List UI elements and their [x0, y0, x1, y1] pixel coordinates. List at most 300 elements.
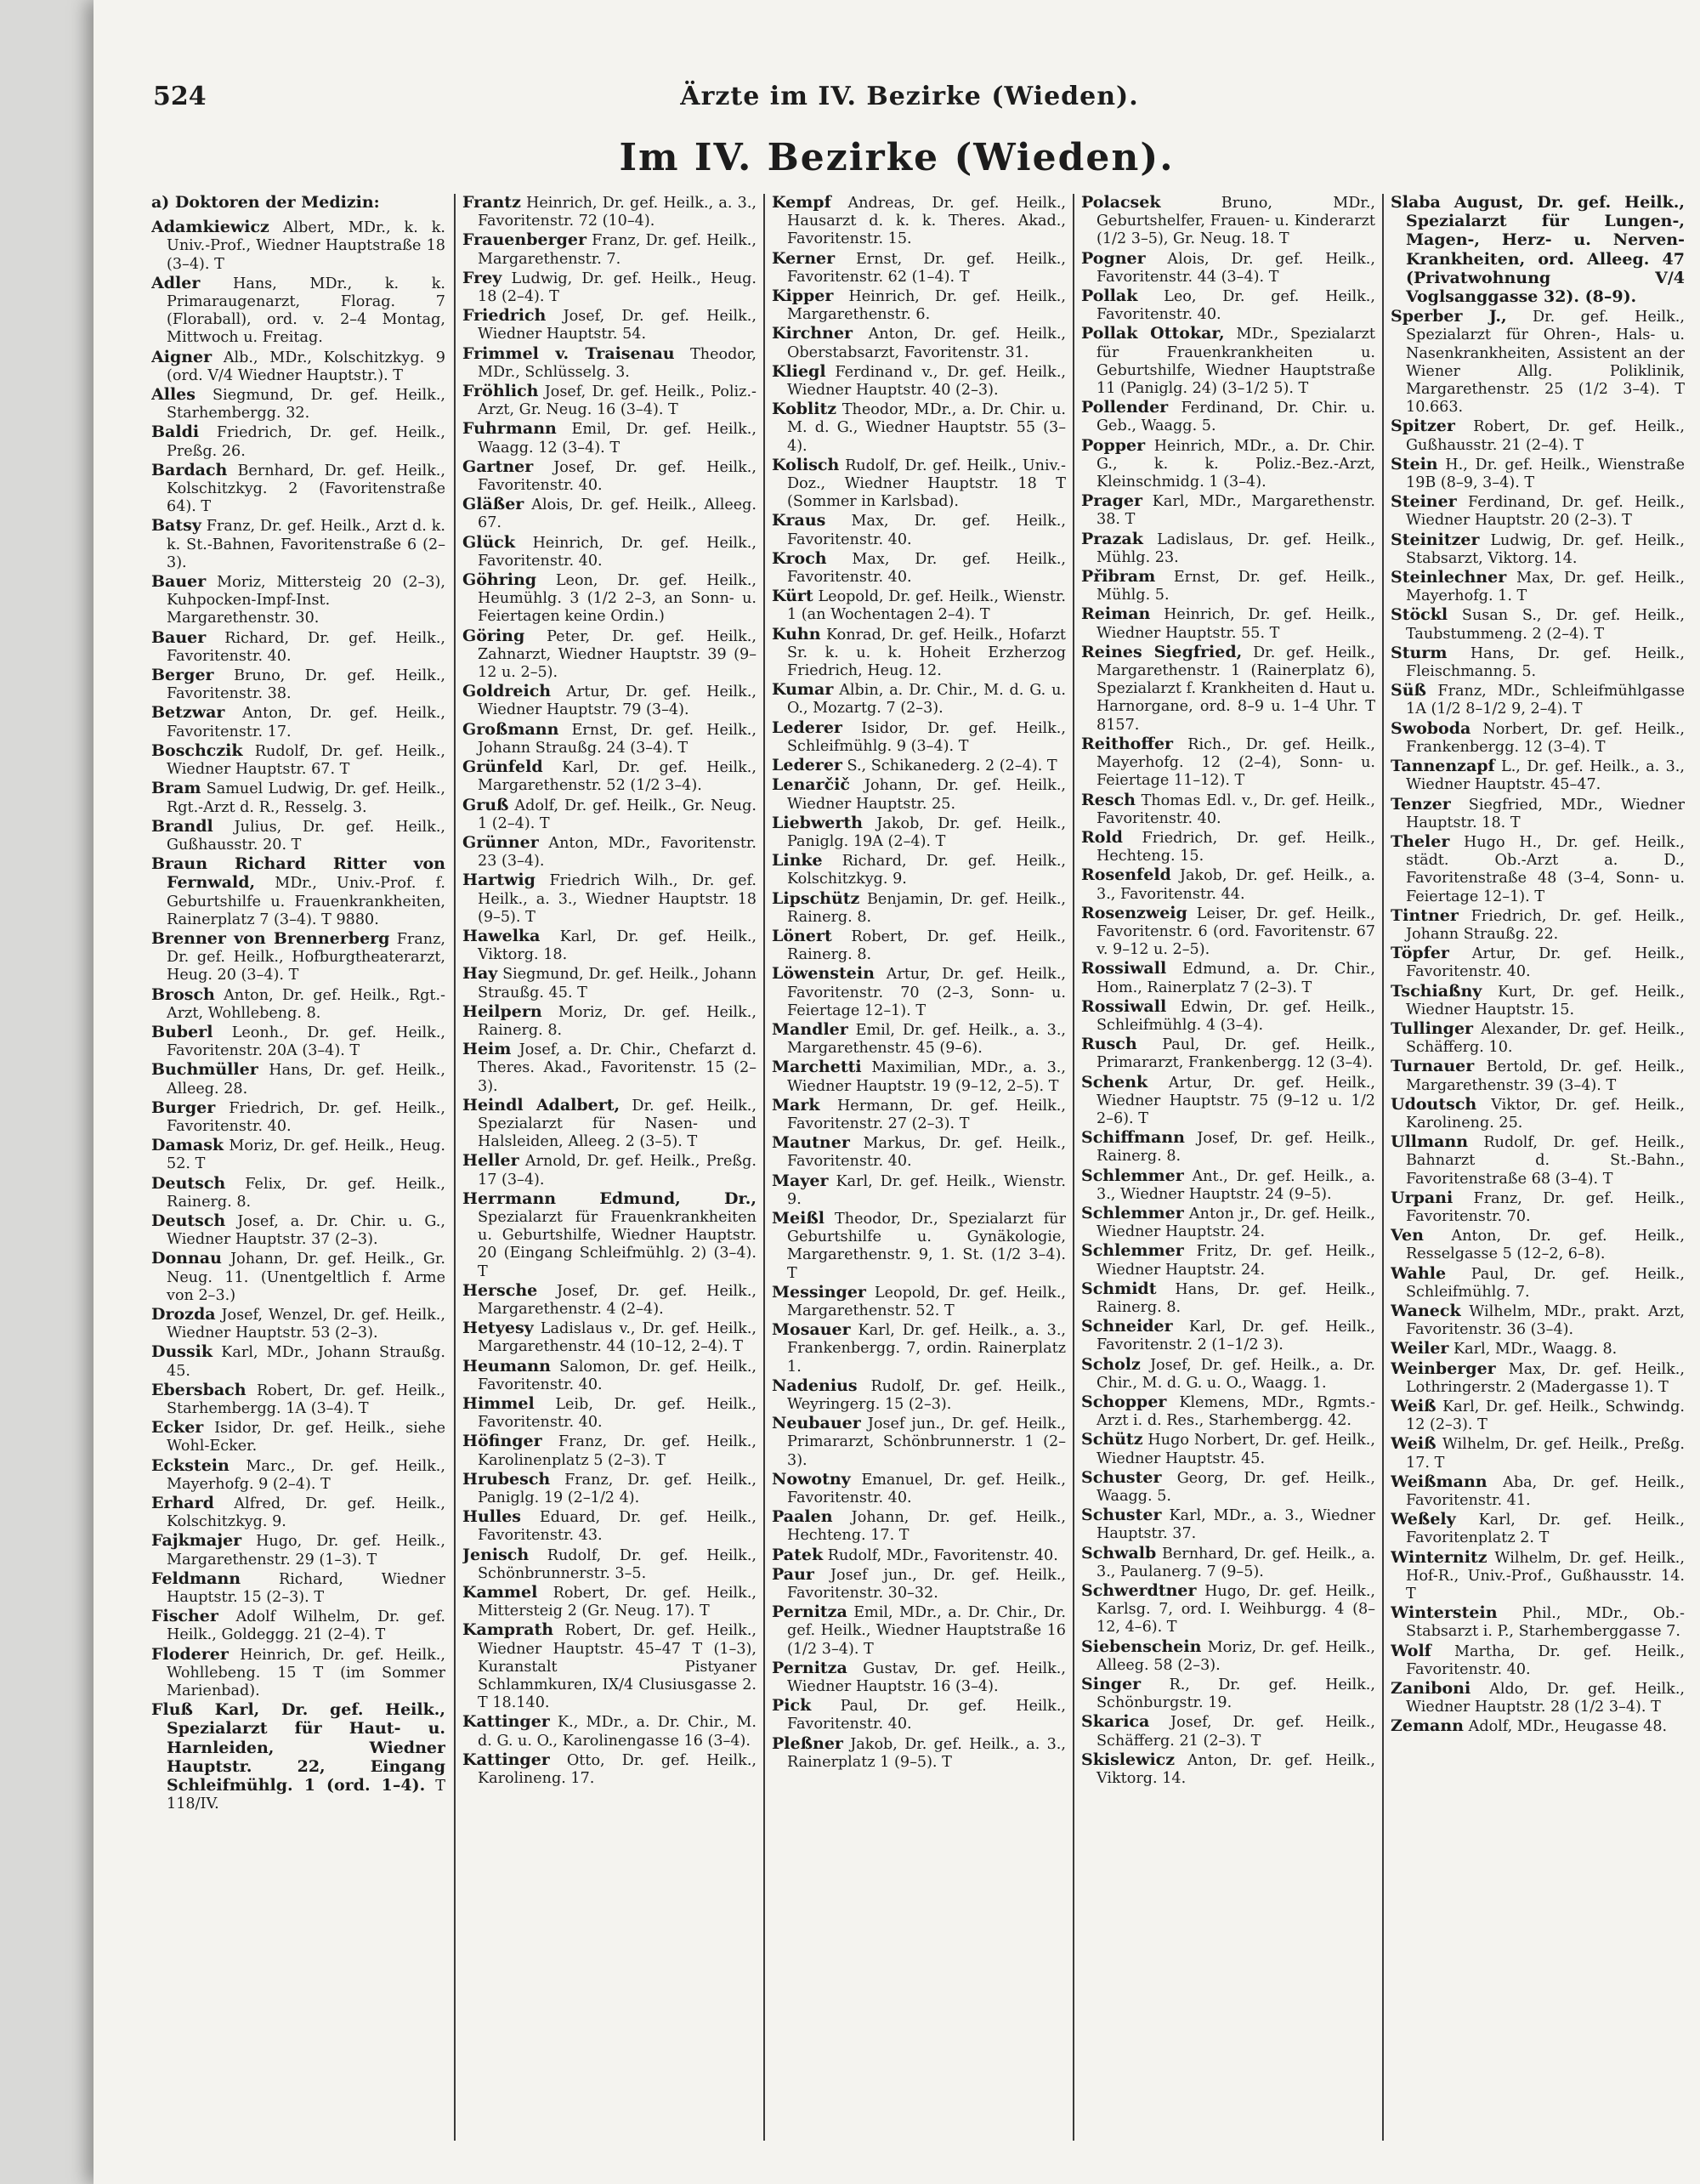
- entry-name: Stöckl: [1391, 605, 1448, 625]
- entry-name: Pollak: [1081, 286, 1138, 306]
- directory-entry: [462, 627, 756, 683]
- directory-entry: [151, 1532, 445, 1569]
- entry-name: Buchmüller: [151, 1060, 258, 1080]
- entry-details: Leiser, Dr. gef. Heilk., Favoritenstr. 6 (ord. Favoritenstr. 67 v. 9–12 u. 2–5).: [1096, 905, 1375, 959]
- entry-details: Albin, a. Dr. Chir., M. d. G. u. O., Mozartg. 7 (2–3).: [787, 682, 1066, 718]
- entry-details: Max, Dr. gef. Heilk., Lothringerstr. 2 (Madergasse 1). T: [1406, 1360, 1685, 1396]
- entry-name: Kroch: [772, 548, 827, 568]
- entry-details: Rudolf, Dr. gef. Heilk., Weyringerg. 15 (2–3).: [787, 1377, 1066, 1413]
- directory-entry: [462, 1546, 756, 1583]
- entry-name: Alles: [151, 385, 196, 405]
- entry-details: Moriz, Mittersteig 20 (2–3), Kuhpocken-Impf-Inst. Margarethenstr. 30.: [167, 574, 445, 627]
- directory-entry: [1391, 194, 1685, 307]
- entry-name: Frey: [462, 268, 502, 287]
- directory-entry: [1391, 644, 1685, 681]
- entry-name: Brenner von Brennerberg: [151, 928, 390, 948]
- entry-details: Isidor, Dr. gef. Heilk., Schleifmühlg. 9 (3–4). T: [787, 719, 1066, 755]
- entry-name: Weißmann: [1391, 1472, 1488, 1491]
- directory-entry: [151, 1175, 445, 1211]
- entry-name: Zaniboni: [1391, 1679, 1471, 1699]
- directory-entry: [151, 629, 445, 666]
- entry-details: Rudolf, Dr. gef. Heilk., Schönbrunnerstr. 3–5.: [478, 1546, 756, 1582]
- directory-entry: [772, 1508, 1066, 1545]
- entry-details: Anton, Dr. gef. Heilk., Resselgasse 5 (12–2, 6–8).: [1406, 1228, 1685, 1263]
- directory-entry: [462, 834, 756, 871]
- directory-entry: [772, 890, 1066, 927]
- entry-details: Richard, Dr. gef. Heilk., Kolschitzkyg. 9.: [787, 853, 1066, 888]
- entry-details: Heinrich, MDr., a. Dr. Chir. G., k. k. Poliz.-Bez.-Arzt, Kleinschmidg. 1 (3–4).: [1096, 437, 1375, 491]
- entry-name: Ven: [1391, 1226, 1424, 1245]
- entry-name: Schlemmer: [1081, 1241, 1184, 1261]
- column-divider: [454, 194, 456, 2141]
- entry-details: Paul, Dr. gef. Heilk., Primararzt, Frankenbergg. 12 (3–4).: [1096, 1036, 1375, 1072]
- entry-details: Josef jun., Dr. gef. Heilk., Favoritenstr. 30–32.: [787, 1566, 1066, 1603]
- entry-name: Weiß: [1391, 1397, 1436, 1415]
- directory-entry: [1081, 1638, 1375, 1675]
- directory-entry: [1391, 1680, 1685, 1716]
- entry-name: Paur: [772, 1564, 814, 1584]
- directory-entry: [1391, 1398, 1685, 1434]
- directory-entry: [462, 1751, 756, 1788]
- entry-details: Rudolf, Dr. gef. Heilk., Wiedner Hauptstr. 67. T: [167, 742, 445, 779]
- directory-entry: [1081, 605, 1375, 642]
- directory-entry: [1081, 998, 1375, 1035]
- directory-entry: [462, 307, 756, 343]
- entry-details: Hugo, Dr. gef. Heilk., Margarethenstr. 29 (1–3). T: [167, 1533, 445, 1569]
- entry-details: Franz, Dr. gef. Heilk., Paniglg. 19 (2–1/2 4).: [478, 1471, 756, 1507]
- entry-details: Paul, Dr. gef. Heilk., Favoritenstr. 40.: [787, 1698, 1066, 1733]
- entry-details: Felix, Dr. gef. Heilk., Rainerg. 8.: [167, 1175, 445, 1211]
- entry-details: Josef, Dr. gef. Heilk., Poliz.-Arzt, Gr. Neug. 16 (3–4). T: [478, 383, 756, 419]
- directory-entry: [151, 667, 445, 703]
- entry-name: Heller: [462, 1151, 519, 1171]
- entry-name: Lenarčič: [772, 775, 850, 795]
- entry-name: Batsy: [151, 516, 201, 536]
- directory-entry: [151, 386, 445, 423]
- directory-entry: [1081, 194, 1375, 249]
- entry-name: Gläßer: [462, 495, 524, 514]
- entry-name: Bram: [151, 779, 201, 798]
- directory-entry: [1081, 1318, 1375, 1354]
- entry-details: Karl, Dr. gef. Heilk., Margarethenstr. 52 (1/2 3–4).: [478, 759, 756, 795]
- directory-entry: [1391, 1227, 1685, 1263]
- entry-name: Heim: [462, 1040, 512, 1059]
- directory-entry: [772, 287, 1066, 324]
- entry-name: Kammel: [462, 1583, 538, 1603]
- entry-name: Töpfer: [1391, 944, 1449, 963]
- entry-name: Buberl: [151, 1022, 213, 1041]
- entry-details: Artur, Dr. gef. Heilk., Favoritenstr. 40.: [1406, 945, 1685, 981]
- directory-entry: [151, 1495, 445, 1531]
- entry-name: Schuster: [1081, 1467, 1162, 1487]
- entry-name: Swoboda: [1391, 718, 1471, 738]
- entry-details: R., Dr. gef. Heilk., Schönburgstr. 19.: [1096, 1676, 1375, 1712]
- directory-entry: [1081, 1242, 1375, 1279]
- entry-name: Weßely: [1391, 1510, 1456, 1529]
- directory-entry: [1081, 1469, 1375, 1506]
- entry-name: Turnauer: [1391, 1057, 1475, 1076]
- entry-details: Bruno, MDr., Geburtshelfer, Frauen- u. Kinderarzt (1/2 3–5), Gr. Neug. 18. T: [1096, 195, 1375, 248]
- entry-details: Josef, Dr. gef. Heilk., Margarethenstr. 4 (2–4).: [478, 1282, 756, 1318]
- entry-details: Siegmund, Dr. gef. Heilk., Johann Straußg. 45. T: [478, 966, 756, 1001]
- entry-name: Grünfeld: [462, 757, 543, 777]
- entry-details: Anton, Dr. gef. Heilk., Rgt.-Arzt, Wohllebeng. 8.: [167, 986, 445, 1022]
- entry-details: Karl, Dr. gef. Heilk., Schwindg. 12 (2–3). T: [1406, 1398, 1685, 1434]
- entry-details: Leon, Dr. gef. Heilk., Heumühlg. 3 (1/2 2–3, an Sonn- u. Feiertagen keine Ordin.): [478, 572, 756, 626]
- directory-entry: [462, 345, 756, 382]
- entry-name: Skarica: [1081, 1712, 1150, 1732]
- directory-entry: [462, 1508, 756, 1545]
- directory-entry: [772, 927, 1066, 964]
- entry-details: Rich., Dr. gef. Heilk., Mayerhofg. 12 (2–4), Sonn- u. Feiertage 11–12). T: [1096, 735, 1375, 790]
- entry-details: Jakob, Dr. gef. Heilk., Paniglg. 19A (2–4). T: [787, 814, 1066, 850]
- entry-details: Robert, Dr. gef. Heilk., Wiedner Hauptstr. 45–47 T (1–3), Kuranstalt Pistyaner Schlammkuren, IX/4 Clusiusgasse 2. T 18.140.: [478, 1622, 756, 1712]
- directory-entry: [151, 1381, 445, 1418]
- entry-name: Polacsek: [1081, 194, 1161, 212]
- directory-entry: [1081, 791, 1375, 828]
- column-4: [1081, 194, 1375, 2141]
- entry-details: Friedrich Wilh., Dr. gef. Heilk., a. 3., Wiedner Hauptstr. 18 (9–5). T: [478, 872, 756, 926]
- directory-entry: [462, 534, 756, 570]
- directory-entry: [462, 758, 756, 795]
- entry-name: Kraus: [772, 511, 826, 530]
- entry-details: Aldo, Dr. gef. Heilk., Wiedner Hauptstr. 28 (1/2 3–4). T: [1406, 1681, 1685, 1716]
- directory-entry: [1391, 720, 1685, 757]
- directory-entry: [151, 742, 445, 779]
- directory-entry: [151, 1608, 445, 1644]
- directory-entry: [1081, 1129, 1375, 1166]
- entry-details: Salomon, Dr. gef. Heilk., Favoritenstr. 40.: [478, 1358, 756, 1393]
- directory-entry: [462, 1003, 756, 1040]
- entry-details: Kurt, Dr. gef. Heilk., Wiedner Hauptstr. 15.: [1406, 983, 1685, 1018]
- entry-name: Schmidt: [1081, 1279, 1157, 1298]
- entry-name: Heilpern: [462, 1001, 542, 1021]
- entry-details: Heinrich, Dr. gef. Heilk., Wiedner Hauptstr. 55. T: [1096, 606, 1375, 642]
- entry-name: Prazak: [1081, 529, 1143, 548]
- entry-details: Martha, Dr. gef. Heilk., Favoritenstr. 40.: [1406, 1642, 1685, 1678]
- entry-name: Jenisch: [462, 1545, 530, 1564]
- entry-name: Marchetti: [772, 1058, 862, 1077]
- entry-name: Tannenzapf: [1391, 757, 1495, 776]
- entry-name: Nowotny: [772, 1469, 851, 1489]
- entry-details: Benjamin, Dr. gef. Heilk., Rainerg. 8.: [787, 890, 1066, 926]
- directory-entry: [462, 927, 756, 964]
- directory-entry: [1081, 1393, 1375, 1430]
- entry-name: Herrmann Edmund, Dr.,: [462, 1188, 756, 1208]
- entry-name: Burger: [151, 1098, 216, 1117]
- entry-name: Stein: [1391, 454, 1438, 474]
- entry-name: Pleßner: [772, 1733, 843, 1753]
- directory-entry: [1391, 1020, 1685, 1057]
- entry-name: Rossiwall: [1081, 996, 1167, 1016]
- directory-entry: [151, 818, 445, 854]
- directory-entry: [772, 1172, 1066, 1209]
- entry-name: Kempf: [772, 194, 831, 212]
- entry-details: Friedrich, Dr. gef. Heilk., Favoritenstr. 40.: [167, 1099, 445, 1135]
- entry-details: Wilhelm, Dr. gef. Heilk., Hof-R., Univ.-Prof., Gußhausstr. 14. T: [1406, 1549, 1685, 1603]
- entry-details: Friedrich, Dr. gef. Heilk., Hechteng. 15.: [1096, 829, 1375, 865]
- entry-details: Samuel Ludwig, Dr. gef. Heilk., Rgt.-Arzt d. R., Resselg. 3.: [167, 780, 445, 816]
- entry-details: Dr. gef. Heilk., Margarethenstr. 1 (Rainerplatz 6), Spezialarzt f. Krankheiten d. Haut u. Harnorgane, ord. 8–9 u. 1–4 Uhr. T 8157.: [1096, 644, 1375, 734]
- entry-details: Ferdinand, Dr. Chir. u. Geb., Waagg. 5.: [1096, 400, 1375, 435]
- entry-name: Dussik: [151, 1342, 213, 1362]
- entry-details: Ernst, Dr. gef. Heilk., Mühlg. 5.: [1096, 569, 1375, 604]
- section-title: a) Doktoren der Medizin:: [151, 194, 380, 212]
- entry-name: Fluß Karl, Dr. gef. Heilk., Spezialarzt für Haut- u. Harnleiden, Wiedner Hauptstr. 22, Eingang Schleifmühlg. 1 (ord. 1–4).: [151, 1700, 445, 1795]
- entry-details: Susan S., Dr. gef. Heilk., Taubstummeng. 2 (2–4). T: [1406, 607, 1685, 643]
- entry-details: H., Dr. gef. Heilk., Wienstraße 19B (8–9, 3–4). T: [1406, 456, 1685, 492]
- directory-entry: [1081, 1676, 1375, 1712]
- entry-details: Heinrich, Dr. gef. Heilk., Wohllebeng. 15 T (im Sommer Marienbad).: [167, 1646, 445, 1700]
- entry-name: Hartwig: [462, 871, 536, 890]
- entry-details: Edmund, a. Dr. Chir., Hom., Rainerplatz 7 (2–3). T: [1096, 961, 1375, 996]
- entry-name: Steinlechner: [1391, 568, 1507, 587]
- entry-details: Josef, Wenzel, Dr. gef. Heilk., Wiedner Hauptstr. 53 (2–3).: [167, 1306, 445, 1342]
- entry-details: Alois, Dr. gef. Heilk., Alleeg. 67.: [478, 496, 756, 532]
- page-number: 524: [153, 82, 207, 111]
- entry-details: L., Dr. gef. Heilk., a. 3., Wiedner Hauptstr. 45–47.: [1406, 758, 1685, 794]
- entry-name: Pollender: [1081, 398, 1169, 417]
- entry-name: Siebenschein: [1081, 1637, 1202, 1656]
- directory-entry: [772, 1377, 1066, 1414]
- directory-entry: [462, 496, 756, 532]
- entry-name: Slaba August, Dr. gef. Heilk., Spezialarzt für Lungen-, Magen-, Herz- u. Nerven-Krankheiten, ord. Alleeg. 47 (Privatwohnung V/4 Voglsanggasse 32). (8–9).: [1391, 194, 1685, 307]
- entry-details: Norbert, Dr. gef. Heilk., Frankenbergg. 12 (3–4). T: [1406, 720, 1685, 756]
- entry-name: Pick: [772, 1696, 812, 1716]
- directory-entry: [462, 420, 756, 457]
- directory-entry: [1391, 1473, 1685, 1510]
- entry-details: Karl, Dr. gef. Heilk., Favoritenplatz 2. T: [1406, 1512, 1685, 1547]
- entry-name: Spitzer: [1391, 417, 1455, 436]
- entry-details: Johann, Dr. gef. Heilk., Wiedner Hauptstr. 25.: [787, 777, 1066, 813]
- entry-name: Ullmann: [1391, 1132, 1469, 1152]
- entry-name: Floderer: [151, 1644, 229, 1664]
- entry-details: Leib, Dr. gef. Heilk., Favoritenstr. 40.: [478, 1396, 756, 1432]
- directory-entry: [772, 1603, 1066, 1659]
- directory-entry: [772, 550, 1066, 587]
- directory-entry: [151, 1646, 445, 1701]
- entry-details: Johann, Dr. gef. Heilk., Gr. Neug. 11. (Unentgeltlich f. Arme von 2–3.): [167, 1251, 445, 1304]
- directory-entry: [462, 965, 756, 1001]
- entry-details: Siegmund, Dr. gef. Heilk., Starhembergg. 32.: [167, 387, 445, 423]
- directory-entry: [1081, 437, 1375, 492]
- directory-entry: [772, 1735, 1066, 1772]
- directory-entry: [1081, 829, 1375, 865]
- entry-name: Resch: [1081, 790, 1136, 809]
- directory-entry: [1391, 493, 1685, 530]
- entry-name: Rold: [1081, 827, 1123, 847]
- entry-details: Adolf, MDr., Heugasse 48.: [1468, 1718, 1668, 1736]
- entry-name: Kliegl: [772, 361, 826, 381]
- entry-name: Feldmann: [151, 1569, 241, 1588]
- entry-details: Karl, Dr. gef. Heilk., Viktorg. 18.: [478, 927, 756, 964]
- directory-entry: [1391, 1717, 1685, 1736]
- entry-details: Johann, Dr. gef. Heilk., Hechteng. 17. T: [787, 1509, 1066, 1545]
- entry-name: Löwenstein: [772, 964, 875, 984]
- entry-details: Isidor, Dr. gef. Heilk., siehe Wohl-Ecker.: [167, 1420, 445, 1455]
- directory-entry: [1081, 1280, 1375, 1317]
- entry-name: Reines Siegfried,: [1081, 642, 1243, 661]
- entry-details: Adolf, Dr. gef. Heilk., Gr. Neug. 1 (2–4). T: [478, 797, 756, 832]
- directory-entry: [462, 1041, 756, 1096]
- entry-details: Rudolf, Dr. gef. Heilk., Bahnarzt d. St.-Bahn., Favoritenstraße 68 (3–4). T: [1406, 1134, 1685, 1188]
- entry-name: Schlemmer: [1081, 1203, 1184, 1222]
- entry-name: Nadenius: [772, 1376, 858, 1395]
- entry-details: Ladislaus, Dr. gef. Heilk., Mühlg. 23.: [1096, 530, 1375, 566]
- directory-entry: [1391, 569, 1685, 605]
- directory-entry: [1081, 287, 1375, 324]
- directory-entry: [772, 1058, 1066, 1095]
- entry-name: Gruß: [462, 795, 509, 814]
- directory-entry: [462, 458, 756, 495]
- entry-details: Heinrich, Dr. gef. Heilk., Favoritenstr. 40.: [478, 534, 756, 570]
- directory-entry: [1391, 833, 1685, 906]
- entry-name: Prager: [1081, 491, 1142, 511]
- directory-entry: [1391, 682, 1685, 718]
- directory-entry: [772, 1284, 1066, 1320]
- entry-name: Betzwar: [151, 703, 225, 723]
- directory-entry: [1081, 1356, 1375, 1393]
- directory-entry: [1391, 531, 1685, 568]
- entry-name: Urpani: [1391, 1188, 1454, 1207]
- entry-name: Koblitz: [772, 400, 837, 419]
- entry-name: Boschczik: [151, 740, 243, 760]
- column-3: [772, 194, 1066, 2141]
- entry-details: Jakob, Dr. gef. Heilk., a. 3., Rainerplatz 1 (9–5). T: [787, 1735, 1066, 1771]
- entry-details: Alexander, Dr. gef. Heilk., Schäfferg. 10.: [1406, 1020, 1685, 1057]
- entry-details: Artur, Dr. gef. Heilk., Favoritenstr. 70 (2–3, Sonn- u. Feiertage 12–1). T: [787, 966, 1066, 1019]
- entry-name: Wahle: [1391, 1263, 1447, 1283]
- entry-name: Braun Richard Ritter von Fernwald,: [151, 854, 445, 893]
- entry-details: Josef, Dr. gef. Heilk., Rainerg. 8.: [1096, 1130, 1375, 1166]
- entry-name: Schuster: [1081, 1506, 1162, 1525]
- entry-details: Theodor, MDr., Schlüsselg. 3.: [478, 345, 756, 381]
- directory-entry: [772, 1021, 1066, 1058]
- entry-details: Franz, Dr. gef. Heilk., Margarethenstr. 7.: [478, 232, 756, 268]
- directory-entry: [772, 1471, 1066, 1507]
- directory-entry: [462, 1282, 756, 1319]
- entry-name: Mosauer: [772, 1320, 851, 1340]
- directory-entry: [772, 852, 1066, 888]
- entry-details: Aba, Dr. gef. Heilk., Favoritenstr. 41.: [1406, 1473, 1685, 1510]
- entry-name: Göhring: [462, 570, 537, 590]
- entry-name: Ecker: [151, 1418, 204, 1438]
- entry-name: Goldreich: [462, 682, 552, 701]
- entry-name: Adamkiewicz: [151, 218, 269, 237]
- directory-entry: [1081, 1506, 1375, 1543]
- directory-entry: [1081, 1545, 1375, 1581]
- directory-entry: [1391, 1302, 1685, 1339]
- entry-details: Franz, Dr. gef. Heilk., Hofburgtheaterarzt, Heug. 20 (3–4). T: [167, 930, 445, 984]
- directory-entry: [151, 462, 445, 517]
- entry-name: Wolf: [1391, 1641, 1431, 1660]
- directory-entry: [151, 1701, 445, 1813]
- directory-entry: [462, 797, 756, 833]
- entry-name: Damask: [151, 1136, 224, 1155]
- directory-entry: [772, 325, 1066, 361]
- directory-entry: [1081, 1205, 1375, 1241]
- directory-entry: [462, 231, 756, 268]
- directory-entry: [772, 400, 1066, 456]
- entry-details: Josef jun., Dr. gef. Heilk., Primararzt, Schönbrunnerstr. 1 (2–3).: [787, 1415, 1066, 1469]
- entry-details: Emil, Dr. gef. Heilk., Waagg. 12 (3–4). T: [478, 421, 756, 457]
- entry-details: Jakob, Dr. gef. Heilk., a. 3., Favoritenstr. 44.: [1096, 867, 1375, 903]
- directory-entry: [1391, 1604, 1685, 1641]
- directory-entry: [1081, 960, 1375, 996]
- entry-details: Wilhelm, MDr., prakt. Arzt, Favoritenstr. 36 (3–4).: [1406, 1302, 1685, 1339]
- directory-entry: [772, 1566, 1066, 1603]
- entry-name: Tintner: [1391, 905, 1459, 925]
- entry-details: Moriz, Dr. gef. Heilk., Heug. 52. T: [167, 1137, 445, 1173]
- entry-details: Albert, MDr., k. k. Univ.-Prof., Wiedner Hauptstraße 18 (3–4). T: [167, 219, 445, 273]
- entry-details: Arnold, Dr. gef. Heilk., Preßg. 17 (3–4).: [478, 1153, 756, 1188]
- entry-name: Kerner: [772, 248, 836, 268]
- directory-entry: [151, 1024, 445, 1060]
- entry-details: Josef, Dr. gef. Heilk., a. Dr. Chir., M. d. G. u. O., Waagg. 1.: [1096, 1356, 1375, 1392]
- entry-details: Robert, Dr. gef. Heilk., Rainerg. 8.: [787, 927, 1066, 964]
- entry-details: K., MDr., a. Dr. Chir., M. d. G. u. O., Karolinengasse 16 (3–4).: [478, 1714, 756, 1750]
- entry-details: Maximilian, MDr., a. 3., Wiedner Hauptstr. 19 (9–12, 2–5). T: [787, 1059, 1066, 1095]
- entry-name: Lipschütz: [772, 888, 860, 908]
- entry-details: Ladislaus v., Dr. gef. Heilk., Margarethenstr. 44 (10–12, 2–4). T: [478, 1320, 756, 1356]
- directory-entry: [1391, 417, 1685, 454]
- entry-details: Max, Dr. gef. Heilk., Favoritenstr. 40.: [787, 550, 1066, 587]
- entry-name: Tschiaßny: [1391, 981, 1482, 1001]
- directory-entry: [151, 1137, 445, 1173]
- directory-entry: [772, 512, 1066, 548]
- entry-details: Ludwig, Dr. gef. Heilk., Heug. 18 (2–4). T: [478, 269, 756, 306]
- entry-details: Georg, Dr. gef. Heilk., Waagg. 5.: [1096, 1469, 1375, 1506]
- directory-entry: [772, 965, 1066, 1020]
- directory-entry: [462, 571, 756, 627]
- directory-entry: [1081, 644, 1375, 735]
- directory-entry: [462, 1319, 756, 1356]
- directory-entry: [151, 780, 445, 816]
- directory-entry: [151, 275, 445, 348]
- directory-entry: [772, 457, 1066, 512]
- column-2: [462, 194, 756, 2141]
- entry-name: Himmel: [462, 1394, 535, 1413]
- entry-details: T 118/IV.: [167, 1778, 445, 1813]
- entry-details: Leopold, Dr. gef. Heilk., Wienstr. 1 (an Wochentagen 2–4). T: [787, 588, 1066, 624]
- entry-name: Fuhrmann: [462, 419, 557, 439]
- directory-entry: [1391, 796, 1685, 832]
- entry-details: Bruno, Dr. gef. Heilk., Favoritenstr. 38.: [167, 667, 445, 703]
- directory-entry: [772, 1546, 1066, 1565]
- entry-name: Donnau: [151, 1249, 222, 1268]
- directory-entry: [1391, 907, 1685, 944]
- directory-entry: [462, 1471, 756, 1507]
- entry-details: Ant., Dr. gef. Heilk., a. 3., Wiedner Hauptstr. 24 (9–5).: [1096, 1167, 1375, 1203]
- directory-entry: [1391, 1058, 1685, 1094]
- entry-details: Ferdinand v., Dr. gef. Heilk., Wiedner Hauptstr. 40 (2–3).: [787, 363, 1066, 400]
- directory-entry: [151, 704, 445, 740]
- entry-name: Aigner: [151, 347, 212, 366]
- entry-details: Anton, Dr. gef. Heilk., Favoritenstr. 17.: [167, 705, 445, 740]
- entry-details: Heinrich, Dr. gef. Heilk., Margarethenstr. 6.: [787, 288, 1066, 324]
- entry-name: Deutsch: [151, 1173, 226, 1193]
- entry-name: Rusch: [1081, 1035, 1137, 1054]
- entry-name: Höfinger: [462, 1432, 542, 1451]
- entry-details: Thomas Edl. v., Dr. gef. Heilk., Favoritenstr. 40.: [1096, 791, 1375, 827]
- entry-name: Sperber J.,: [1391, 307, 1507, 326]
- entry-name: Schwerdtner: [1081, 1581, 1197, 1601]
- entry-details: Hermann, Dr. gef. Heilk., Favoritenstr. 27 (2–3). T: [787, 1097, 1066, 1132]
- directory-entry: [462, 1395, 756, 1432]
- entry-name: Glück: [462, 532, 515, 552]
- entry-name: Erhard: [151, 1494, 214, 1513]
- directory-entry: [462, 1432, 756, 1469]
